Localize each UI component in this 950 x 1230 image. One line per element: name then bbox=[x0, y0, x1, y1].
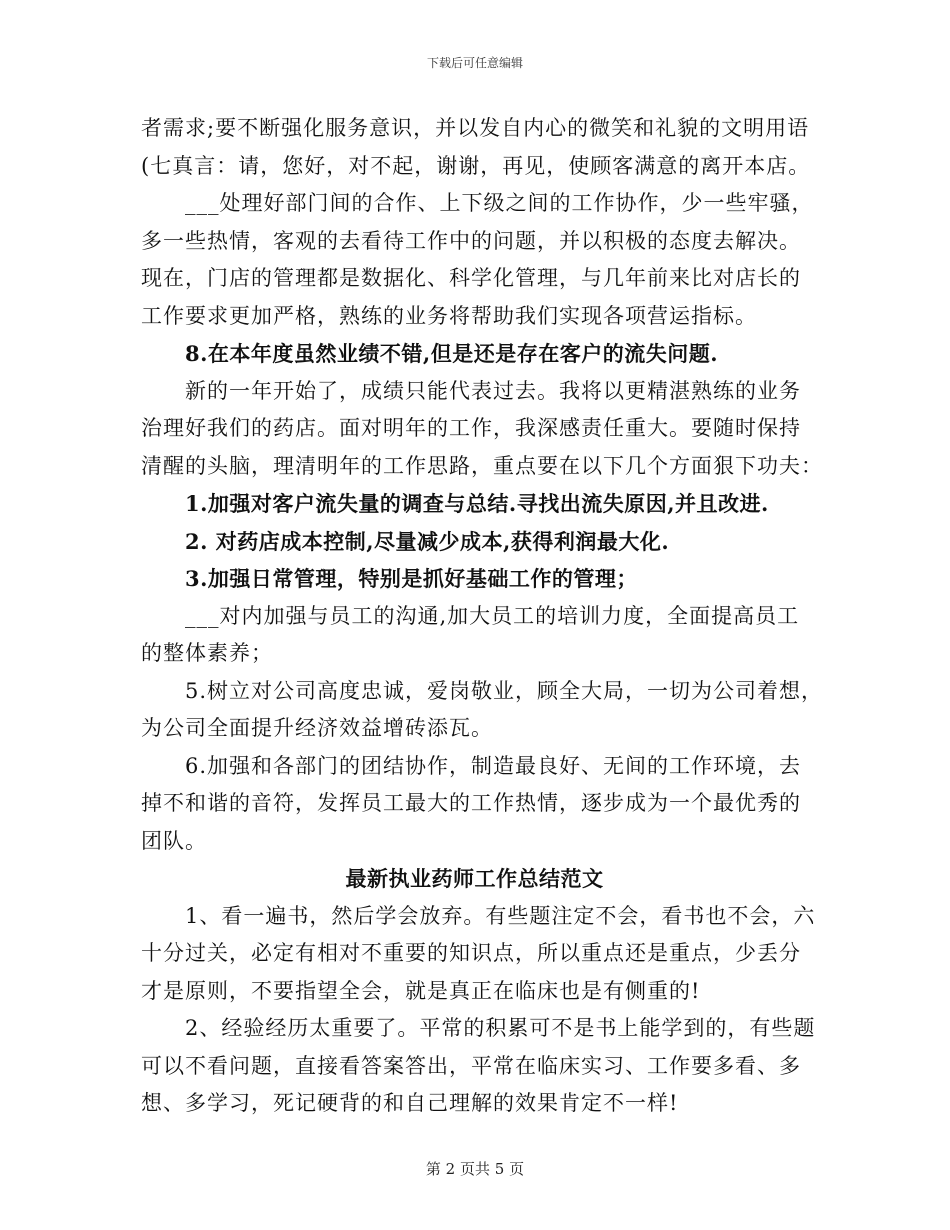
text-line: 现在，门店的管理都是数据化、科学化管理，与几年前来比对店长的 bbox=[141, 266, 801, 290]
text-line: 8.在本年度虽然业绩不错,但是还是存在客户的流失问题. bbox=[185, 341, 719, 366]
text-line: 1.加强对客户流失量的调查与总结.寻找出流失原因,并且改进. bbox=[185, 491, 769, 516]
text-line: (七真言：请，您好，对不起，谢谢，再见，使顾客满意的离开本店。 bbox=[141, 153, 811, 178]
document-body bbox=[141, 110, 824, 1123]
text-line: ___处理好部门间的合作、上下级之间的工作协作，少一些牢骚， bbox=[185, 191, 814, 215]
text-line: 十分过关，必定有相对不重要的知识点，所以重点还是重点，少丢分 bbox=[141, 941, 801, 965]
text-line: 掉不和谐的音符，发挥员工最大的工作热情，逐步成为一个最优秀的 bbox=[141, 791, 801, 815]
text-line: 新的一年开始了，成绩只能代表过去。我将以更精湛熟练的业务 bbox=[185, 378, 801, 403]
text-line: 的整体素养； bbox=[141, 641, 273, 665]
text-line: 团队。 bbox=[141, 828, 207, 853]
text-line: 工作要求更加严格，熟练的业务将帮助我们实现各项营运指标。 bbox=[141, 303, 757, 328]
text-line: 者需求;要不断强化服务意识，并以发自内心的微笑和礼貌的文明用语 bbox=[141, 116, 810, 140]
text-line: ___对内加强与员工的沟通,加大员工的培训力度，全面提高员工 bbox=[185, 603, 800, 628]
text-line: 才是原则，不要指望全会，就是真正在临床也是有侧重的! bbox=[141, 978, 701, 1003]
page-header: 下载后可任意编辑 bbox=[426, 56, 523, 70]
text-line: 多一些热情，客观的去看待工作中的问题，并以积极的态度去解决。 bbox=[141, 228, 801, 253]
text-line: 1、看一遍书，然后学会放弃。有些题注定不会，看书也不会，六 bbox=[185, 903, 816, 928]
text-line: 5.树立对公司高度忠诚，爱岗敬业，顾全大局，一切为公司着想， bbox=[185, 678, 824, 703]
text-line: 可以不看问题，直接看答案答出，平常在临床实习、工作要多看、多 bbox=[141, 1053, 801, 1078]
text-line: 2. 对药店成本控制,尽量减少成本,获得利润最大化. bbox=[185, 528, 670, 554]
text-line: 3.加强日常管理，特别是抓好基础工作的管理； bbox=[185, 566, 638, 591]
text-line: 清醒的头脑，理清明年的工作思路，重点要在以下几个方面狠下功夫： bbox=[141, 453, 823, 478]
page-footer: 第 2 页共 5 页 bbox=[425, 1160, 525, 1178]
text-line: 6.加强和各部门的团结协作，制造最良好、无间的工作环境，去 bbox=[185, 753, 802, 778]
section-title: 最新执业药师工作总结范文 bbox=[345, 866, 604, 891]
text-line: 2、经验经历太重要了。平常的积累可不是书上能学到的，有些题 bbox=[185, 1016, 816, 1040]
text-line: 想、多学习，死记硬背的和自己理解的效果肯定不一样! bbox=[141, 1091, 679, 1115]
text-line: 为公司全面提升经济效益增砖添瓦。 bbox=[141, 716, 493, 740]
text-line: 治理好我们的药店。面对明年的工作，我深感责任重大。要随时保持 bbox=[141, 416, 801, 440]
